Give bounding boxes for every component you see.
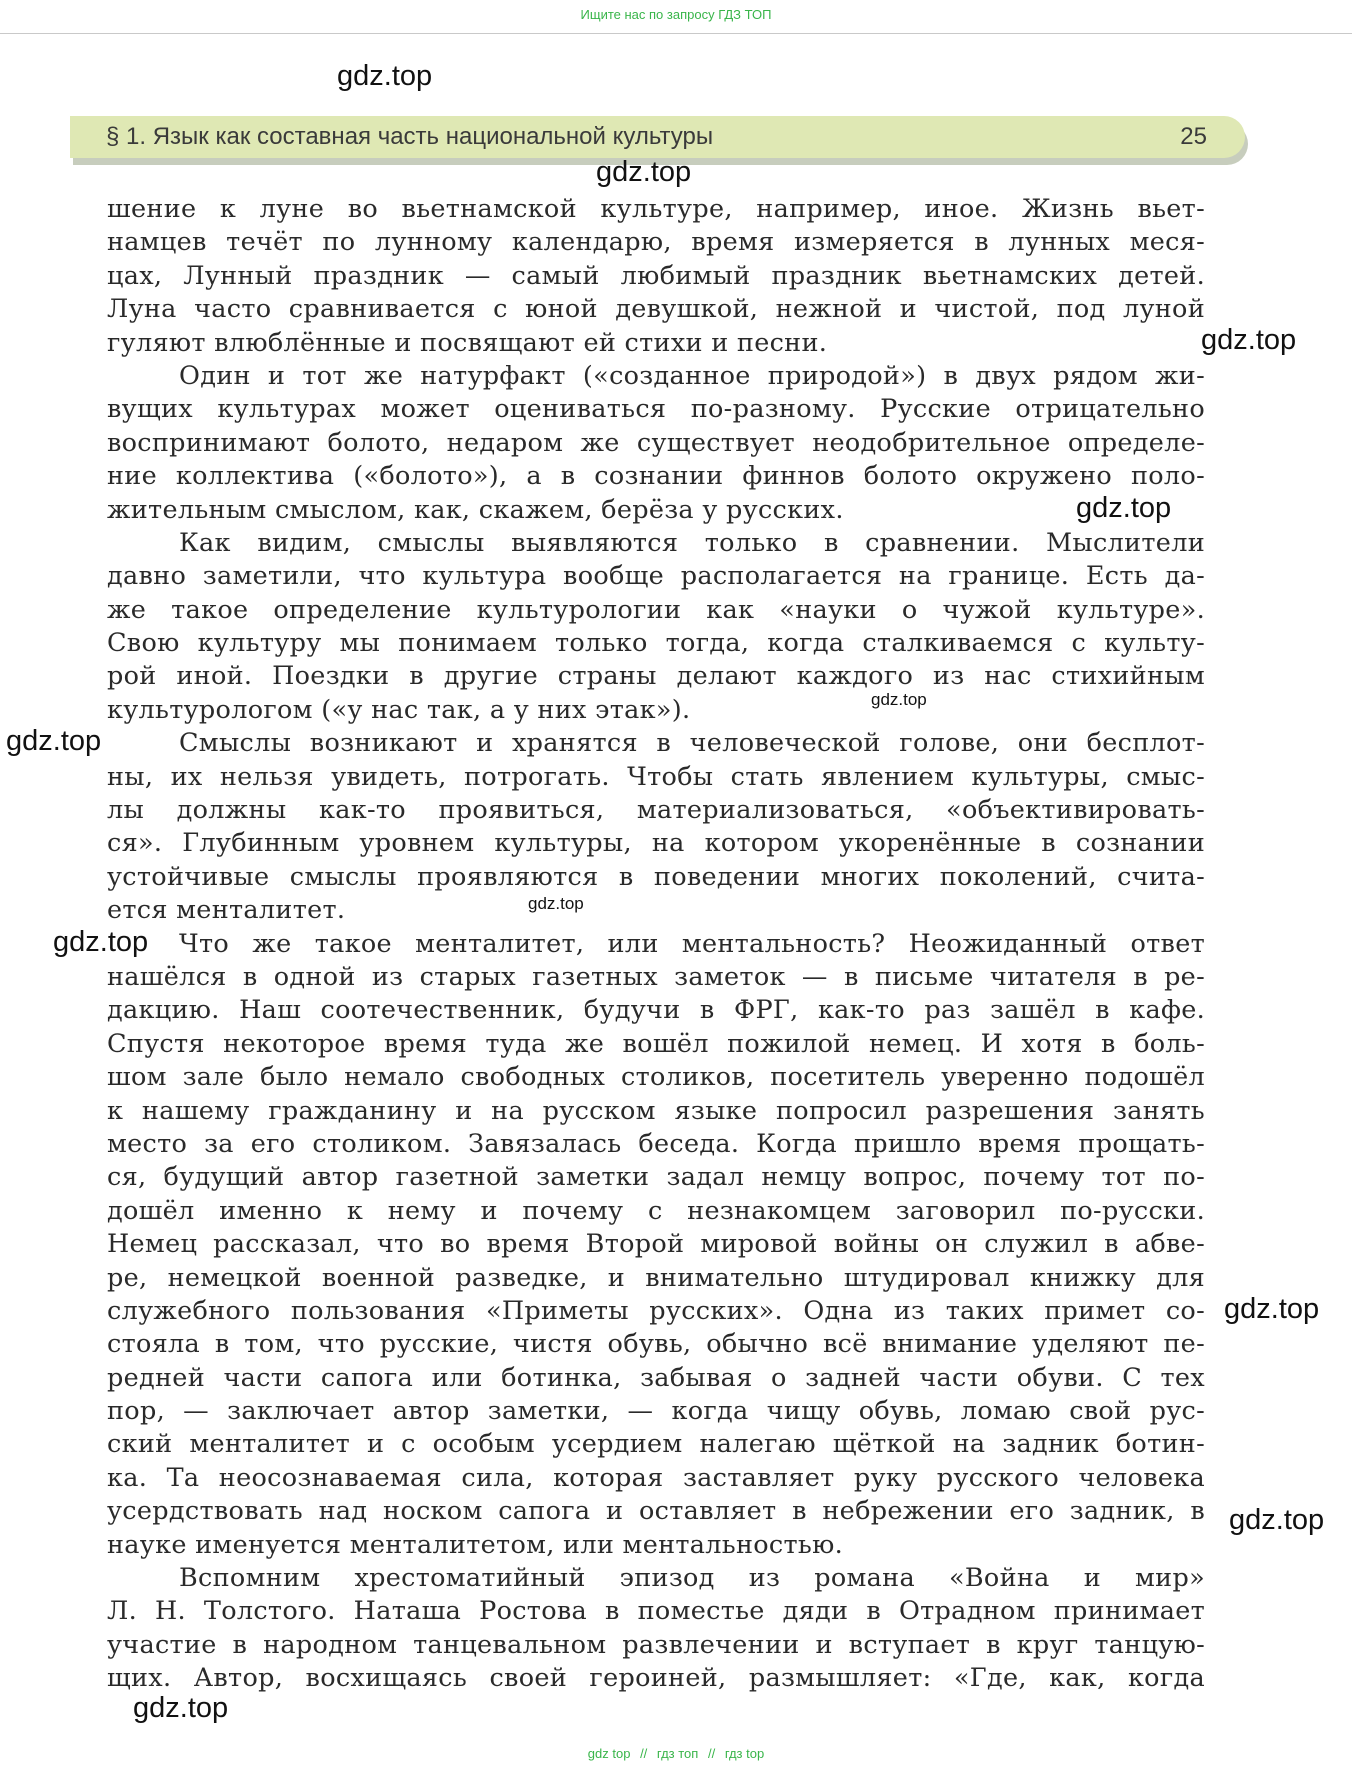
footer bbox=[0, 1746, 1352, 1761]
text-line: шение к луне во вьетнамской культуре, например, иное. Жизнь вьет- bbox=[107, 194, 1205, 224]
text-line: ся». Глубинным уровнем культуры, на котором укоренённые в сознании bbox=[107, 828, 1205, 859]
text-line: Немец рассказал, что во время Второй мировой войны он служил в абве- bbox=[107, 1229, 1205, 1260]
text-line: дакцию. Наш соотечественник, будучи в ФРГ, как-то раз зашёл в кафе. bbox=[107, 995, 1205, 1026]
top-banner bbox=[0, 0, 1352, 34]
footer-separator: // bbox=[707, 1746, 716, 1761]
text-line: ся, будущий автор газетной заметки задал немцу вопрос, почему тот по- bbox=[107, 1162, 1205, 1193]
text-line: Свою культуру мы понимаем только тогда, когда сталкиваемся с культу- bbox=[107, 628, 1205, 659]
text-line: дошёл именно к нему и почему с незнакомцем заговорил по-русски. bbox=[107, 1195, 1205, 1226]
text-line: ны, их нельзя увидеть, потрогать. Чтобы стать явлением культуры, смыс- bbox=[107, 761, 1205, 792]
watermark: gdz.top bbox=[337, 60, 433, 92]
watermark: gdz.top bbox=[133, 1692, 229, 1724]
text-line: место за его столиком. Завязалась беседа. Когда пришло время прощать- bbox=[107, 1128, 1205, 1159]
text-line: лы должны как-то проявиться, материализоваться, «объективировать- bbox=[107, 795, 1205, 826]
text-line: шом зале было немало свободных столиков, посетитель уверенно подошёл bbox=[107, 1062, 1205, 1093]
text-line: ре, немецкой военной разведке, и внимательно штудировал книжку для bbox=[107, 1262, 1205, 1293]
text-line: устойчивые смыслы проявляются в поведении многих поколений, счита- bbox=[107, 861, 1205, 892]
text-line: же такое определение культурологии как «науки о чужой культуре». bbox=[107, 594, 1205, 625]
section-title: § 1. Язык как составная часть национальной культуры bbox=[106, 123, 714, 150]
text-line: пор, — заключает автор заметки, — когда чищу обувь, ломаю свой рус- bbox=[107, 1396, 1205, 1427]
section-header bbox=[70, 116, 1245, 158]
watermark: gdz.top bbox=[1076, 492, 1172, 524]
text-line: нашёлся в одной из старых газетных заметок — в письме читателя в ре- bbox=[107, 961, 1205, 992]
watermark: gdz.top bbox=[1224, 1293, 1320, 1325]
text-line: Смыслы возникают и хранятся в человеческой голове, они бесплот- bbox=[179, 728, 1205, 759]
text-line: Вспомним хрестоматийный эпизод из романа «Война и мир» bbox=[179, 1563, 1205, 1594]
text-line: Что же такое менталитет, или ментальность? Неожиданный ответ bbox=[179, 928, 1205, 959]
text-line: к нашему гражданину и на русском языке попросил разрешения занять bbox=[107, 1095, 1205, 1126]
footer-link[interactable]: гдз top bbox=[724, 1746, 765, 1761]
text-line: ние коллектива («болото»), а в сознании финнов болото окружено поло- bbox=[107, 461, 1205, 492]
text-line: стояла в том, что русские, чистя обувь, обычно всё внимание уделяют пе- bbox=[107, 1329, 1205, 1360]
text-line: участие в народном танцевальном развлечении и вступает в круг танцую- bbox=[107, 1629, 1205, 1660]
watermark: gdz.top bbox=[871, 690, 927, 709]
footer-separator: // bbox=[640, 1746, 648, 1761]
text-line: науке именуется менталитетом, или ментальностью. bbox=[107, 1529, 843, 1560]
top-banner-text: Ищите нас по запросу ГДЗ ТОП bbox=[580, 7, 772, 22]
text-line: ский менталитет и с особым усердием налегаю щёткой на задник ботин- bbox=[107, 1429, 1205, 1460]
text-line: давно заметили, что культура вообще располагается на границе. Есть да- bbox=[107, 561, 1205, 592]
text-line: редней части сапога или ботинка, забывая о задней части обуви. С тех bbox=[107, 1362, 1205, 1393]
text-line: ется менталитет. bbox=[107, 895, 346, 926]
text-line: жительным смыслом, как, скажем, берёза у русских. bbox=[107, 494, 844, 525]
text-line: вущих культурах может оцениваться по-разному. Русские отрицательно bbox=[107, 394, 1205, 425]
text-line: Один и тот же натурфакт («созданное природой») в двух рядом жи- bbox=[179, 360, 1205, 391]
text-line: Луна часто сравнивается с юной девушкой, нежной и чистой, под луной bbox=[107, 294, 1205, 325]
text-line: воспринимают болото, недаром же существует неодобрительное определе- bbox=[107, 427, 1205, 458]
watermark: gdz.top bbox=[596, 156, 692, 188]
text-line: цах, Лунный праздник — самый любимый праздник вьетнамских детей. bbox=[107, 260, 1205, 291]
watermark: gdz.top bbox=[1229, 1504, 1325, 1536]
text-line: рой иной. Поездки в другие страны делают каждого из нас стихийным bbox=[107, 661, 1205, 692]
watermark: gdz.top bbox=[528, 894, 584, 913]
text-line: культурологом («у нас так, а у них этак»). bbox=[107, 694, 691, 725]
text-line: Спустя некоторое время туда же вошёл пожилой немец. И хотя в боль- bbox=[107, 1028, 1205, 1059]
watermark: gdz.top bbox=[6, 725, 102, 757]
text-line: ка. Та неосознаваемая сила, которая заставляет руку русского человека bbox=[107, 1462, 1205, 1493]
footer-link[interactable]: гдз топ bbox=[656, 1746, 699, 1761]
watermark: gdz.top bbox=[53, 926, 149, 958]
text-line: усердствовать над носком сапога и оставляет в небрежении его задник, в bbox=[107, 1496, 1205, 1527]
text-line: Л. Н. Толстого. Наташа Ростова в поместье дяди в Отрадном принимает bbox=[107, 1596, 1205, 1627]
text-line: Как видим, смыслы выявляются только в сравнении. Мыслители bbox=[179, 527, 1205, 558]
watermark: gdz.top bbox=[1201, 324, 1297, 356]
text-line: щих. Автор, восхищаясь своей героиней, размышляет: «Где, как, когда bbox=[107, 1663, 1205, 1694]
footer-link[interactable]: gdz top bbox=[587, 1746, 631, 1761]
text-line: намцев течёт по лунному календарю, время измеряется в лунных меся- bbox=[107, 227, 1205, 258]
body-text bbox=[107, 193, 1205, 1696]
text-line: служебного пользования «Приметы русских». Одна из таких примет со- bbox=[107, 1295, 1205, 1326]
page-number: 25 bbox=[1180, 123, 1207, 150]
text-line: гуляют влюблённые и посвящают ей стихи и песни. bbox=[107, 327, 828, 358]
